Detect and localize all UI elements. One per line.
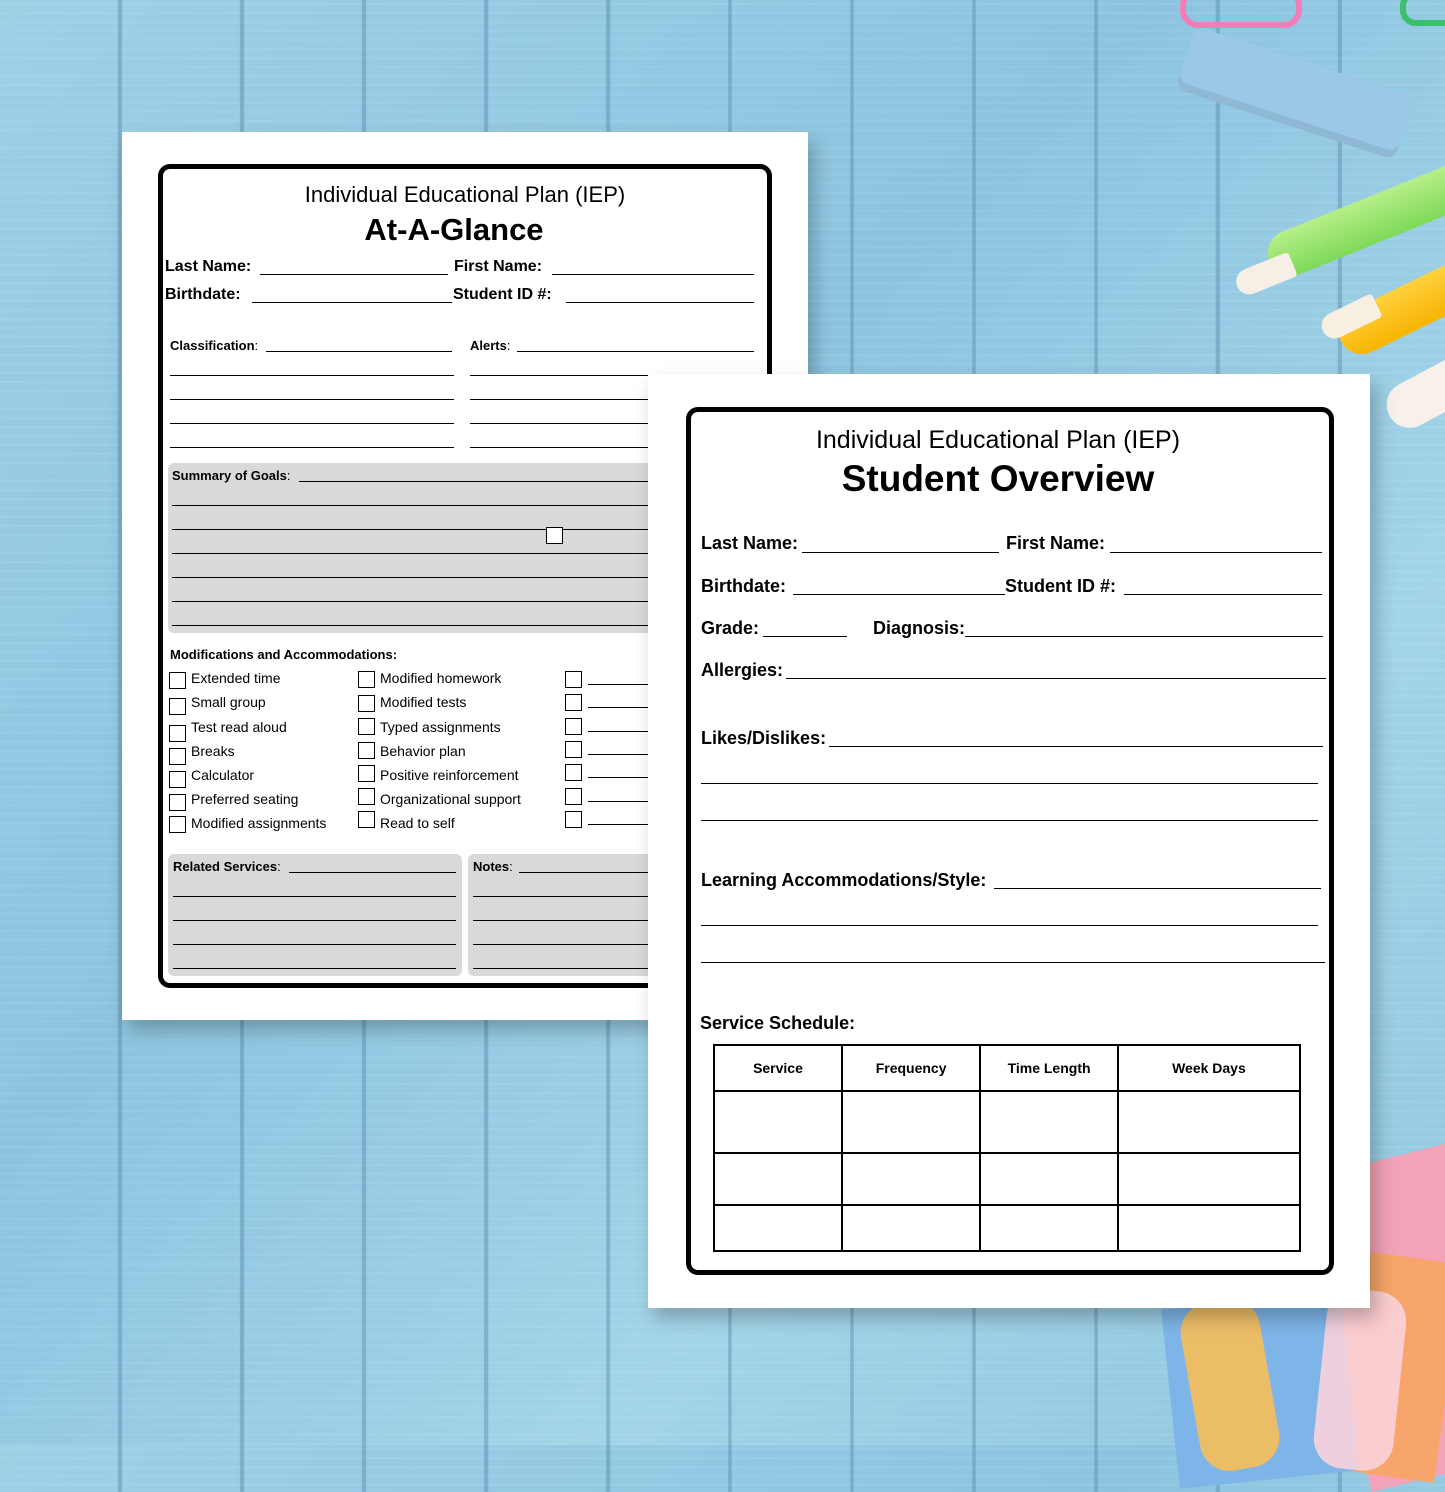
sheet1-heading: Individual Educational Plan (IEP) (304, 182, 626, 207)
mod-label: Read to self (380, 815, 455, 831)
first-name-label: First Name: (1006, 533, 1106, 553)
classification-line[interactable] (170, 399, 454, 400)
checkbox[interactable] (358, 742, 375, 759)
mod-label: Organizational support (380, 791, 521, 807)
last-name-label: Last Name: (165, 258, 252, 275)
checkbox[interactable] (169, 794, 186, 811)
checkbox[interactable] (358, 695, 375, 712)
mod-label: Modified tests (380, 694, 467, 710)
column-header: Frequency (842, 1045, 980, 1091)
related-services-line[interactable] (173, 920, 456, 921)
table-row (714, 1091, 1300, 1153)
sheet1-title: At-A-Glance (364, 212, 544, 247)
last-name-field[interactable] (260, 274, 448, 275)
related-services-line[interactable] (289, 872, 456, 873)
mod-label: Small group (191, 694, 266, 710)
table-cell[interactable] (714, 1205, 842, 1251)
learning-accommodations-line[interactable] (701, 962, 1325, 963)
diagnosis-field[interactable] (965, 636, 1323, 637)
mod-label: Extended time (191, 670, 281, 686)
student-id-field[interactable] (566, 302, 754, 303)
checkbox[interactable] (565, 718, 582, 735)
mod-label: Calculator (191, 767, 255, 783)
related-services-line[interactable] (173, 896, 456, 897)
student-overview-sheet (648, 374, 1370, 1308)
mods-heading: Modifications and Accommodations: (170, 647, 398, 662)
table-cell[interactable] (980, 1091, 1118, 1153)
student-id-field[interactable] (1124, 594, 1322, 595)
learning-accommodations-label: Learning Accommodations/Style: (701, 870, 987, 890)
checkbox[interactable] (565, 811, 582, 828)
column-header: Service (714, 1045, 842, 1091)
classification-line[interactable] (170, 375, 454, 376)
birthdate-field[interactable] (252, 302, 452, 303)
table-cell[interactable] (714, 1091, 842, 1153)
first-name-label: First Name: (454, 258, 543, 275)
table-cell[interactable] (842, 1153, 980, 1205)
related-services-line[interactable] (173, 944, 456, 945)
goals-checkbox[interactable] (546, 527, 563, 544)
first-name-field[interactable] (552, 274, 754, 275)
diagnosis-label: Diagnosis: (873, 618, 966, 638)
checkbox[interactable] (169, 725, 186, 742)
checkbox[interactable] (169, 672, 186, 689)
chalk-stick (1175, 26, 1414, 160)
service-schedule-label: Service Schedule: (700, 1013, 856, 1033)
table-cell[interactable] (980, 1205, 1118, 1251)
table-row (714, 1205, 1300, 1251)
likes-dislikes-label: Likes/Dislikes: (701, 728, 827, 748)
table-cell[interactable] (1118, 1205, 1300, 1251)
birthdate-field[interactable] (793, 594, 1005, 595)
classification-line[interactable] (170, 423, 454, 424)
mod-label: Behavior plan (380, 743, 466, 759)
classification-field[interactable] (266, 351, 452, 352)
allergies-label: Allergies: (701, 660, 784, 680)
checkbox[interactable] (358, 718, 375, 735)
summary-of-goals-label: Summary of Goals: (172, 468, 291, 483)
table-header-row (714, 1045, 1300, 1091)
table-cell[interactable] (714, 1153, 842, 1205)
table-cell[interactable] (842, 1205, 980, 1251)
mod-label: Modified homework (380, 670, 502, 686)
table-cell[interactable] (980, 1153, 1118, 1205)
birthdate-label: Birthdate: (701, 576, 786, 596)
table-cell[interactable] (842, 1091, 980, 1153)
related-services-line[interactable] (173, 968, 456, 969)
likes-dislikes-field[interactable] (829, 746, 1323, 747)
checkbox[interactable] (169, 698, 186, 715)
checkbox[interactable] (169, 771, 186, 788)
student-id-label: Student ID #: (1005, 576, 1116, 596)
checkbox[interactable] (565, 671, 582, 688)
table-cell[interactable] (1118, 1091, 1300, 1153)
checkbox[interactable] (358, 765, 375, 782)
checkbox[interactable] (565, 764, 582, 781)
last-name-field[interactable] (802, 552, 999, 553)
grade-field[interactable] (763, 636, 847, 637)
mod-label: Preferred seating (191, 791, 299, 807)
mod-label: Positive reinforcement (380, 767, 519, 783)
likes-dislikes-line[interactable] (701, 820, 1318, 821)
last-name-label: Last Name: (701, 533, 799, 553)
mod-label: Modified assignments (191, 815, 327, 831)
checkbox[interactable] (565, 741, 582, 758)
service-schedule-table (713, 1044, 1301, 1252)
sheet2-heading: Individual Educational Plan (IEP) (815, 426, 1181, 454)
checkbox[interactable] (358, 811, 375, 828)
student-id-label: Student ID #: (453, 286, 552, 303)
grade-label: Grade: (701, 618, 760, 638)
notes-label: Notes: (473, 859, 513, 874)
column-header: Time Length (980, 1045, 1118, 1091)
learning-accommodations-line[interactable] (701, 925, 1318, 926)
paperclip-green (1400, 0, 1445, 26)
classification-line[interactable] (170, 447, 454, 448)
sheet2-title: Student Overview (841, 458, 1155, 499)
allergies-field[interactable] (786, 678, 1326, 679)
checkbox[interactable] (565, 788, 582, 805)
mod-label: Typed assignments (380, 719, 501, 735)
alerts-label: Alerts: (470, 338, 511, 353)
classification-label: Classification: (170, 338, 259, 353)
mod-label: Test read aloud (191, 719, 287, 735)
table-row (714, 1153, 1300, 1205)
related-services-label: Related Services: (173, 859, 281, 874)
alerts-field[interactable] (517, 351, 754, 352)
mod-label: Breaks (191, 743, 235, 759)
learning-accommodations-field[interactable] (994, 888, 1321, 889)
column-header: Week Days (1118, 1045, 1300, 1091)
checkbox[interactable] (169, 748, 186, 765)
paperclip-pink (1180, 0, 1302, 28)
checkbox[interactable] (358, 671, 375, 688)
checkbox[interactable] (169, 816, 186, 833)
checkbox[interactable] (358, 788, 375, 805)
birthdate-label: Birthdate: (165, 286, 241, 303)
checkbox[interactable] (565, 694, 582, 711)
likes-dislikes-line[interactable] (701, 783, 1318, 784)
table-cell[interactable] (1118, 1153, 1300, 1205)
marker-green-tip (1232, 252, 1297, 299)
first-name-field[interactable] (1110, 552, 1322, 553)
